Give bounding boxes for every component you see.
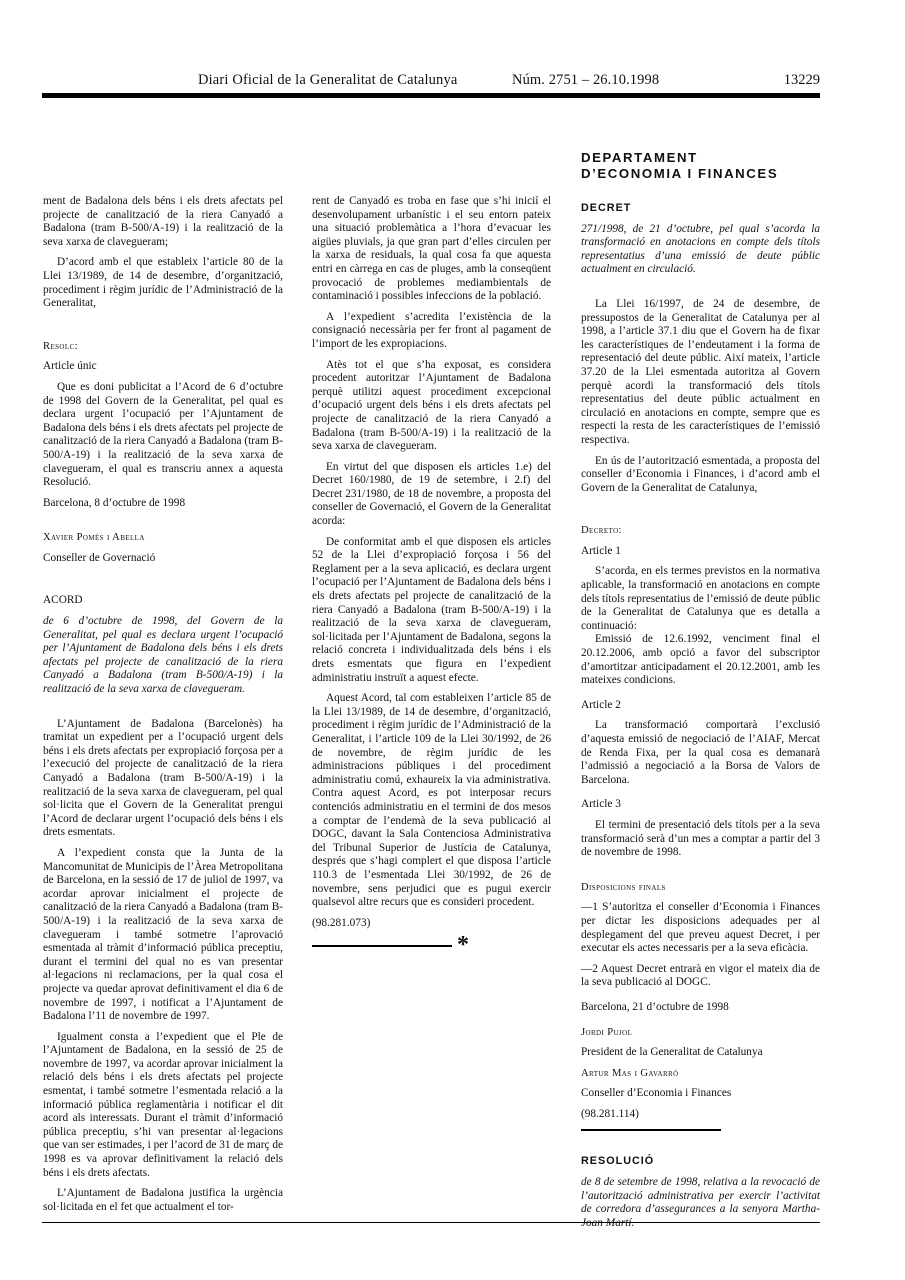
paragraph: En virtut del que disposen els articles 1.e) del Decret 160/1980, de 19 de setembre, i 2.f) del Decret 231/1980, de 18 de novembre, a proposta del conseller de Governació, el Govern de la Generalitat acorda:: [312, 460, 551, 528]
paragraph: A l’expedient consta que la Junta de la Mancomunitat de Municipis de l’Àrea Metropolitana de Barcelona, en la sessió de 17 de juliol de 1997, va acordar aprovar inicialment el projecte de canalització de la riera Canyadó a Badalona (tram B-500/A-19) i la realització de la seva xarxa de clavegueram i també sotmetre l’aprovació esmentada al tràmit d’informació pública preceptiu, durant el termini del qual no es van presentar al·legacions ni reclamacions, per la qual cosa el projecte va quedar aprovat definitivament el dia 6 de novembre de 1997, i notificat a l’Ajuntament de Badalona l’11 de novembre de 1997.: [43, 846, 283, 1023]
footer-rule: [42, 1222, 820, 1223]
resolucio-subtitle: de 8 de setembre de 1998, relativa a la revocació de l’autorització administrativa per exercir l’activitat de corredora d’assegurances a la senyora Martha-: [581, 1176, 820, 1216]
paragraph: rent de Canyadó es troba en fase que s’hi inicií el desenvolupament urbanístic i el seu entorn pateix una situació problemàtica a l’hora d’evacuar les aigües pluvials, ja que gran part d’elles circulen per la xarxa de residuals, la qual cosa fa que aquesta entri en càrrega en cas de pluges, amb la conseqüent provocació de problemes mediambientals de contaminació i possibles infeccions de la població.: [312, 195, 551, 303]
journal-title: Diari Oficial de la Generalitat de Catalunya: [198, 72, 458, 88]
issue-number-date: Núm. 2751 – 26.10.1998: [512, 72, 660, 88]
paragraph: Aquest Acord, tal com estableixen l’article 85 de la Llei 13/1989, de 14 de desembre, d’organització, procediment i règim jurídic de l’Administració de la Generalitat, i l’article 109 de la Llei 30/1992, de 26 de novembre, de règim jurídic de les administracions públiques i del procediment administratiu comú, exhaureix la via administrativa. Contra aquest Acord, es pot interposar recurs contenciós administratiu en el termini de dos mesos a comptar de l’endemà de la seva publicació al DOGC, davant la Sala Contenciosa Administrativa del Tribunal Superior de Justícia de Catalunya, després que s’hagi complert el que disposa l’article 110.3 de l’esmentada Llei 30/1992, de 26 de novembre, sens perjudici que es pugui exercir qualsevol altre recurs que es consideri procedent.: [312, 692, 551, 909]
column-1: [43, 195, 283, 1221]
decret-subtitle: 271/1998, de 21 d’octubre, pel qual s’acorda la transformació en anotacions en compte dels títols representatius d’una emissió de deute públic actualment en circulació.: [581, 222, 820, 276]
header-rule: [42, 93, 820, 98]
article-title: Article únic: [43, 360, 97, 373]
paragraph: La Llei 16/1997, de 24 de desembre, de pressupostos de la Generalitat de Catalunya per al 1998, a l’article 37.1 diu que el Govern ha de fixar les característiques de l’endeutament i la forma de representació del deute públic. Així mateix, l’article 37.20 de la Llei esmentada autoritza al Govern perquè acordi la transformació dels títols representatius del deute públic actualment en circulació en anotacions en compte, sempre que es respecti la resta de les característiques de l’emissió respectiva.: [581, 297, 820, 446]
place-date: Barcelona, 8 d’octubre de 1998: [43, 496, 186, 509]
page-number: 13229: [783, 72, 820, 88]
article-2-text: La transformació comportarà l’exclusió d’aquesta emissió de negociació de l’AIAF, Mercat de Renda Fixa, per la qual cosa es demanarà l’admissió a negociació a la Borsa de Valors de Barcelona.: [581, 719, 820, 786]
department-line-2: D’ECONOMIA I FINANCES: [581, 166, 779, 181]
paragraph: De conformitat amb el que disposen els articles 52 de la Llei d’expropiació forçosa i 56 del Reglament per a la seva aplicació, es declara urgent l’ocupació per l’Ajuntament de Badalona dels béns i els drets afectats pel projecte de canalització de la riera Canyadó a Badalona (tram B-500/A-19) i la realització de la seva xarxa de clavegueram, sol·licitada per l’Ajuntament de Badalona, segons la relació concreta i individualitzada dels béns i els drets esmentats que figura en l’expedient administratiu instruït a aquest efecte.: [312, 535, 551, 684]
decret-title: DECRET: [581, 202, 632, 214]
end-rule: [312, 945, 452, 947]
decreto-heading: Decreto:: [581, 525, 622, 537]
article-1-text: Emissió de 12.6.1992, venciment final el 20.12.2006, amb opció a favor del subscriptor d’amortitzar anticipadament el 20.12.2001, amb les mateixes condicions.: [581, 633, 820, 687]
final-provisions-heading: Disposicions finals: [581, 881, 666, 893]
place-date: Barcelona, 21 d’octubre de 1998: [581, 1000, 729, 1013]
signer-name: Artur Mas i Gavarró: [581, 1067, 679, 1079]
acord-title: ACORD: [43, 594, 83, 607]
paragraph: Igualment consta a l’expedient que el Ple de l’Ajuntament de Badalona, en la sessió de 25 de novembre de 1997, va acordar aprovar inicialment la relació dels béns i els drets afectats pel projecte esmentat, i també sotmetre l’esmentada relació a la informació pública reglamentària i notificar el dit acord als interessats. Durant el tràmit d’informació pública preceptiu, s’hi van presentar al·legacions que van ser estimades, i per l’acord de 31 de març de 1998 es va aprovar definitivament la relació dels béns i els drets afectats.: [43, 1030, 283, 1179]
page-header: [42, 70, 820, 92]
resolucio-title: RESOLUCIÓ: [581, 1155, 655, 1168]
reference-number: (98.281.114): [581, 1107, 639, 1120]
article-1-text: S’acorda, en els termes previstos en la normativa aplicable, la transformació en anotacions en compte dels títols representatius de l’emissió de deute públic de la Generalitat de Catalunya que es detalla a continuació:: [581, 565, 820, 632]
article-2-title: Article 2: [581, 698, 621, 711]
article-1-title: Article 1: [581, 544, 621, 557]
final-provision-2: —2 Aquest Decret entrarà en vigor el mateix dia de la seva publicació al DOGC.: [581, 962, 820, 989]
article-text: Que es doni publicitat a l’Acord de 6 d’octubre de 1998 del Govern de la Generalitat, pel qual es declara urgent l’ocupació per l’Ajuntament de Badalona dels béns i els drets afectats pel projecte de canalització de la riera Canyadó a Badalona (tram B-500/A-19) i la realització de la seva xarxa de clavegueram, el qual es transcriu annex a aquesta Resolució.: [43, 380, 283, 489]
paragraph: Atès tot el que s’ha exposat, es considera procedent autoritzar l’Ajuntament de Badalona perquè utilitzi aquest procediment excepcional d’ocupació urgent dels béns i els drets afectats pel projecte de canalització de la riera Canyadó a Badalona (tram B-500/A-19) i la realització de la seva xarxa de clavegueram.: [312, 358, 551, 453]
paragraph: L’Ajuntament de Badalona (Barcelonès) ha tramitat un expedient per a l’ocupació urgent dels béns i els drets afectats per expropiació forçosa per a l’execució del projecte de canalització de la riera Canyadó a Badalona (tram B-500/A-19) i la realització de la seva xarxa de clavegueram, pel qual sol·licita que el Govern de la Generalitat prengui l’Acord de declarar urgent l’ocupació dels béns i els drets esmentats.: [43, 717, 283, 839]
department-heading: [581, 150, 820, 182]
paragraph: A l’expedient s’acredita l’existència de la consignació necessària per fer front al pagament de l’import de les expropiacions.: [312, 310, 551, 350]
final-provision-1: —1 S’autoritza el conseller d’Economia i Finances per dictar les disposicions adequades per al desplegament del que preveu aquest Decret, i per executar els actes necessaris per a la seva eficàcia.: [581, 901, 820, 955]
resolc-heading: Resolc:: [43, 340, 78, 352]
column-2: [312, 195, 551, 957]
asterisk-mark: *: [457, 932, 469, 959]
paragraph: En ús de l’autorització esmentada, a proposta del conseller d’Economia i Finances, i d’acord amb el Govern de la Generalitat de Catalunya,: [581, 454, 820, 494]
paragraph: L’Ajuntament de Badalona justifica la urgència sol·licitada en el fet que actualment el tor-: [43, 1187, 283, 1213]
signer-role: Conseller d’Economia i Finances: [581, 1087, 732, 1100]
reference-number: (98.281.073): [312, 916, 371, 929]
paragraph: ment de Badalona dels béns i els drets afectats pel projecte de canalització de la riera Canyadó a Badalona (tram B-500/A-19) i la realització de la seva xarxa de clavegueram;: [43, 195, 283, 248]
signer-role: President de la Generalitat de Catalunya: [581, 1046, 763, 1059]
article-3-text: El termini de presentació dels títols per a la seva transformació serà d’un mes a comptar a partir del 3 de novembre de 1998.: [581, 818, 820, 859]
column-3: [581, 150, 820, 1237]
signer-name: Xavier Pomés i Abella: [43, 532, 145, 544]
acord-subtitle: de 6 d’octubre de 1998, del Govern de la Generalitat, pel qual es declara urgent l’ocupació per l’Ajuntament de Badalona dels béns i els drets afectats pel projecte de canalització de la riera Canyadó a Badalona (tram B-500/A-19) i la realització de la seva xarxa de clavegueram.: [43, 615, 283, 696]
signer-name: Jordi Pujol: [581, 1026, 633, 1038]
end-mark: [312, 932, 551, 959]
department-line-1: DEPARTAMENT: [581, 150, 698, 165]
article-3-title: Article 3: [581, 798, 621, 811]
paragraph: D’acord amb el que estableix l’article 80 de la Llei 13/1989, de 14 de desembre, d’organització, procediment i règim jurídic de l’Administració de la Generalitat,: [43, 256, 283, 310]
signer-role: Conseller de Governació: [43, 551, 156, 564]
section-rule: [581, 1129, 721, 1131]
